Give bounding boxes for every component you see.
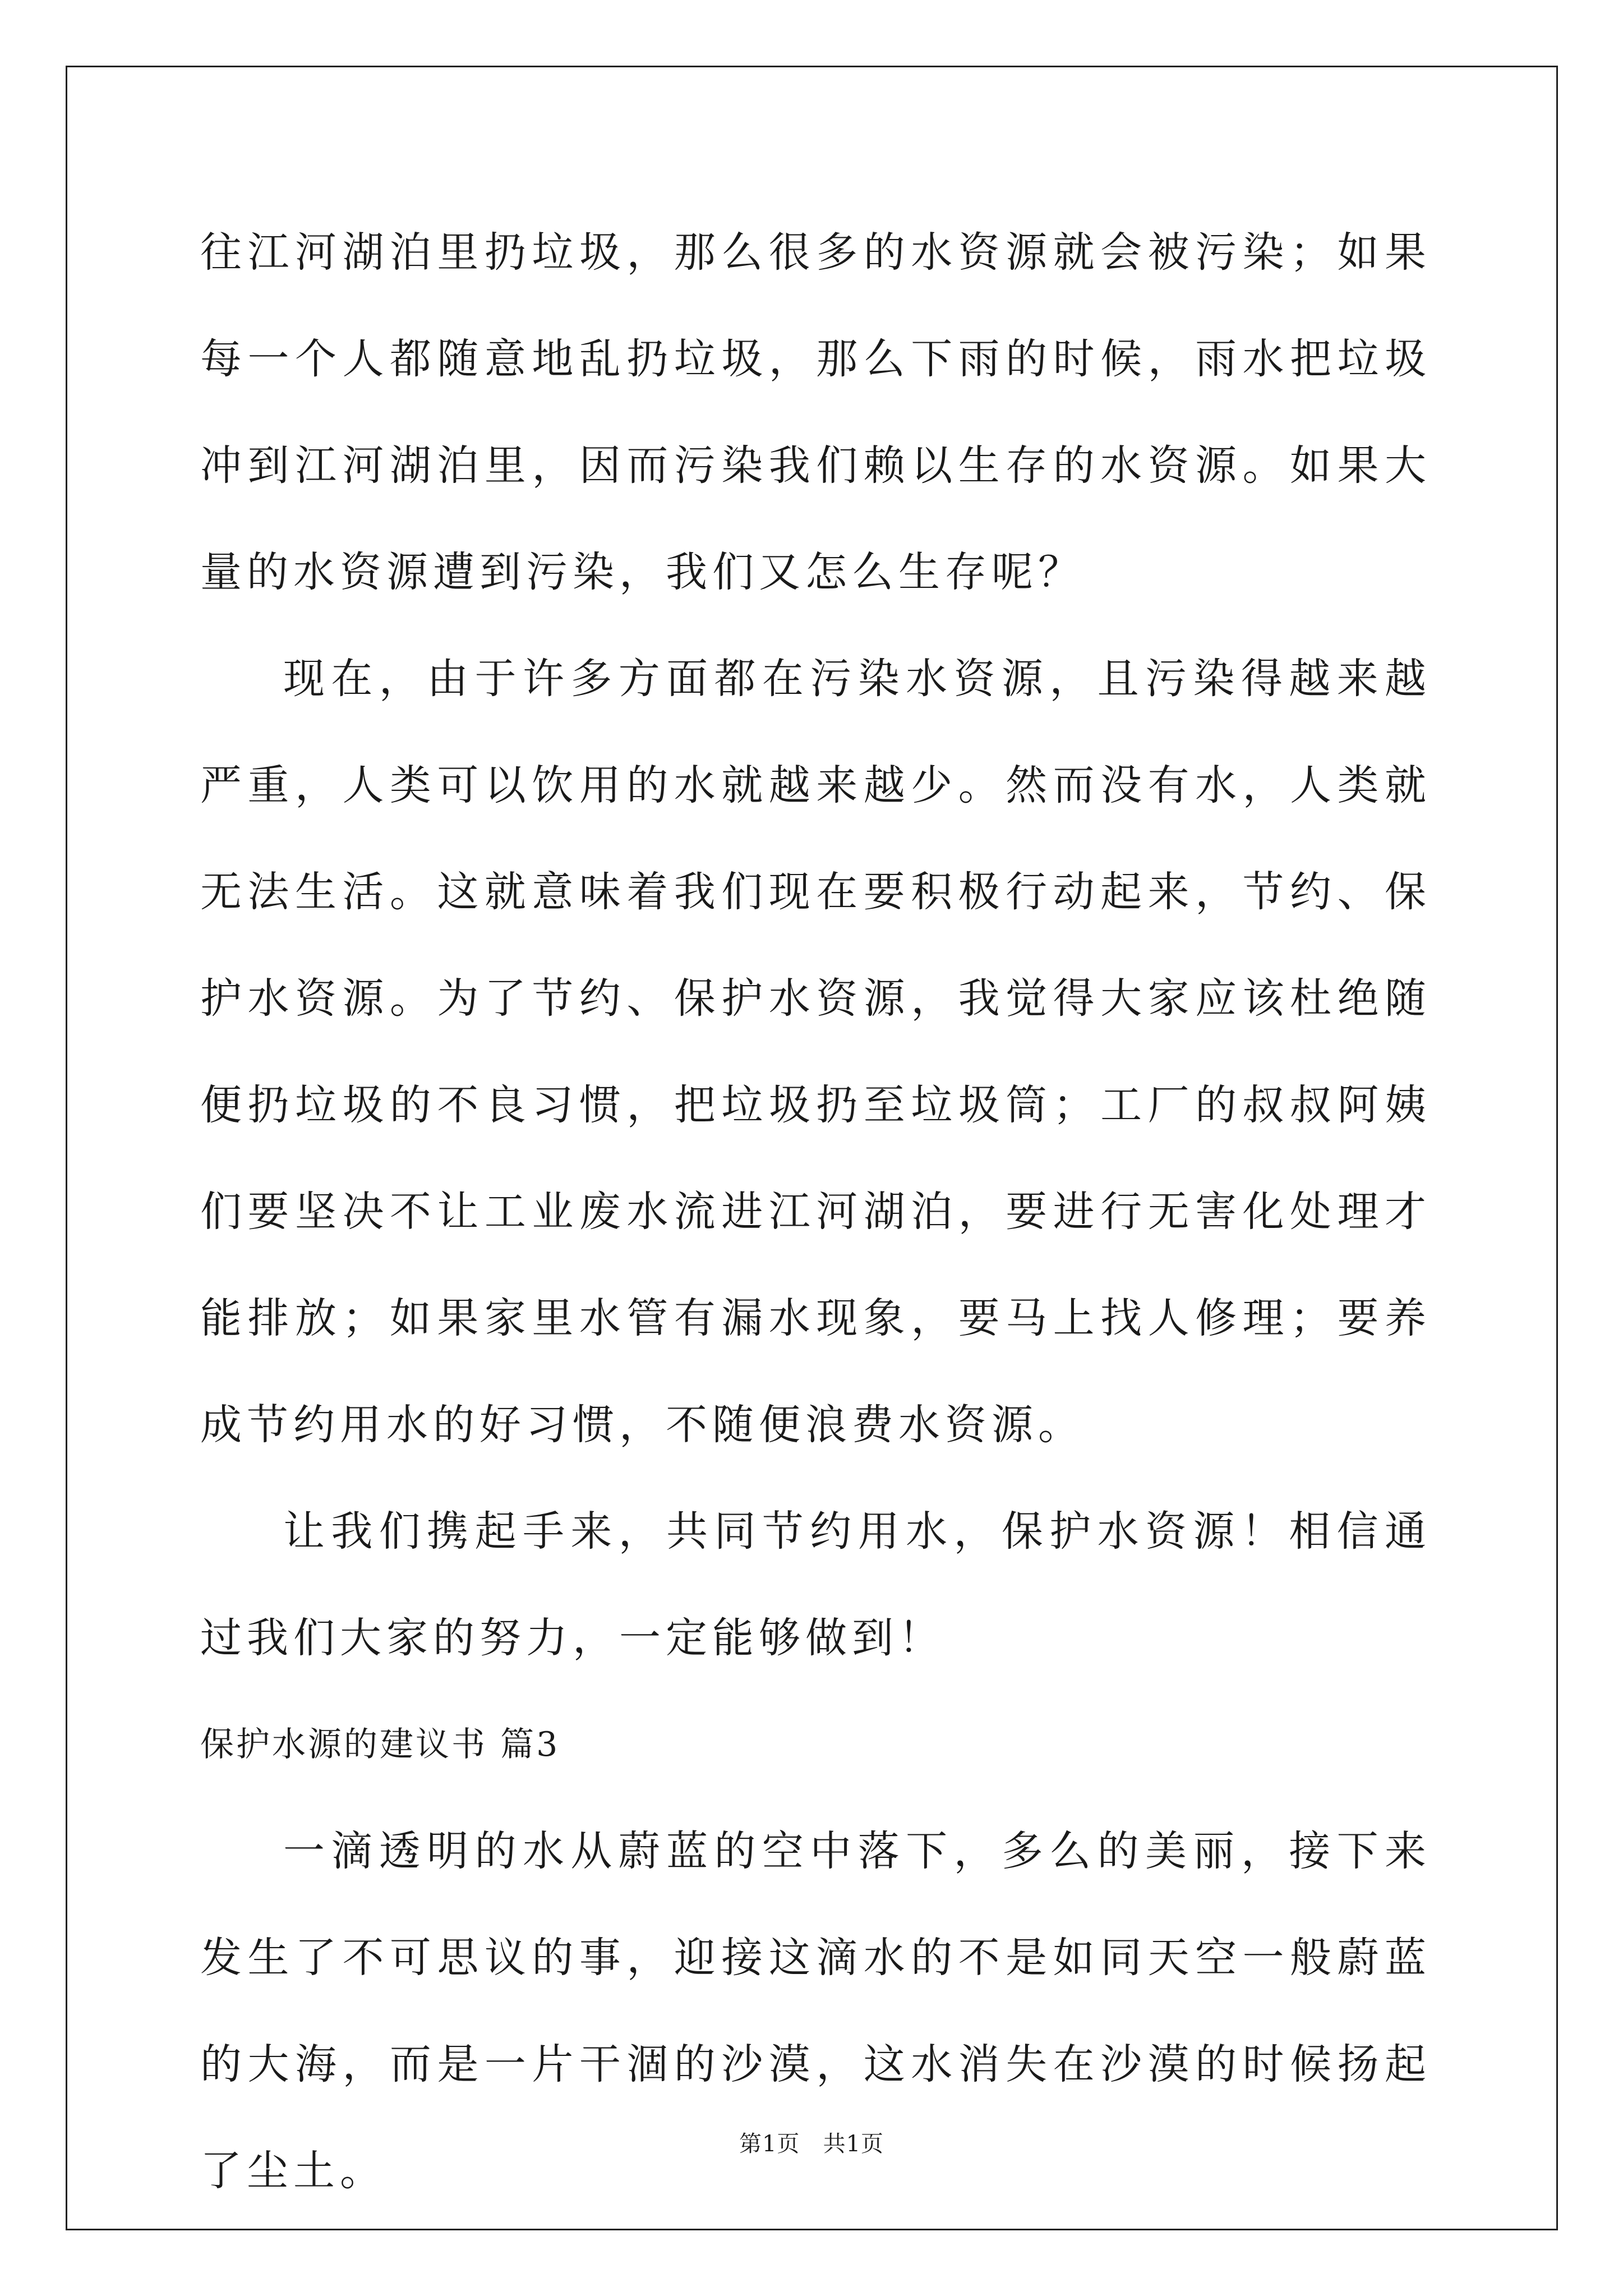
- page-total: 共1页: [823, 2131, 884, 2157]
- page-footer: [0, 2127, 1623, 2161]
- paragraph: 一滴透明的水从蔚蓝的空中落下，多么的美丽，接下来发生了不可思议的事，迎接这滴水的不是如同天空一般蔚蓝的大海，而是一片干涸的沙漠，这水消失在沙漠的时候扬起了尘土。: [200, 1827, 1431, 2195]
- document-body: [200, 199, 1431, 2224]
- section-heading: 保护水源的建议书 篇3: [200, 1725, 560, 1764]
- page-number: 第1页: [739, 2131, 800, 2157]
- paragraph: 现在，由于许多方面都在污染水资源，且污染得越来越严重，人类可以饮用的水就越来越少。然而没有水，人类就无法生活。这就意味着我们现在要积极行动起来，节约、保护水资源。为了节约、保护水资源，我觉得大家应该杜绝随便扔垃圾的不良习惯，把垃圾扔至垃圾筒；工厂的叔叔阿姨们要坚决不让工业废水流进江河湖泊，要进行无害化处理才能排放；如果家里水管有漏水现象，要马上找人修理；要养成节约用水的好习惯，不随便浪费水资源。: [200, 655, 1431, 1449]
- paragraph-continued: 往江河湖泊里扔垃圾，那么很多的水资源就会被污染；如果每一个人都随意地乱扔垃圾，那么下雨的时候，雨水把垃圾冲到江河湖泊里，因而污染我们赖以生存的水资源。如果大量的水资源遭到污染，我们又怎么生存呢？: [200, 228, 1431, 596]
- paragraph: 让我们携起手来，共同节约用水，保护水资源！相信通过我们大家的努力，一定能够做到！: [200, 1507, 1431, 1662]
